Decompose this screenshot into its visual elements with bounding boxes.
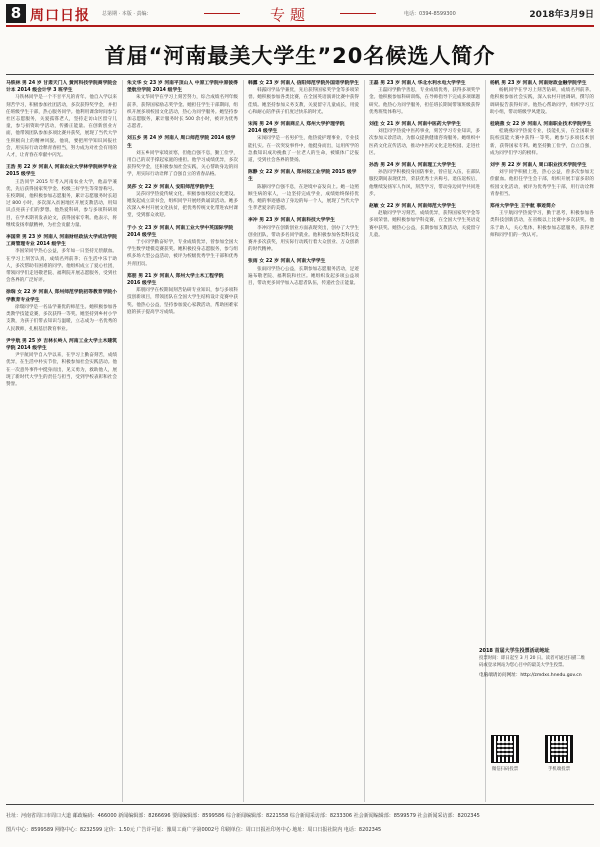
candidate-entry — [6, 338, 117, 388]
newspaper-name: 周口日报 — [30, 8, 90, 24]
candidate-entry — [490, 80, 594, 116]
candidate-entry — [127, 135, 238, 178]
candidate-body: 于小同学勤奋好学，专业成绩优异，曾参加全国大学生数学建模竞赛获奖。她积极投身志愿服务，参与组织多场大型公益活动，被评为校级优秀学生干部和优秀共青团员。 — [127, 240, 238, 267]
candidate-body: 郑朋同学在校期间刻苦钻研专业知识，参与多项科技创新项目，带领团队在全国大学生结构设计竞赛中获奖。他热心公益，坚持参加爱心家教活动，帮助困难家庭的孩子提高学习成绩。 — [127, 288, 238, 315]
qr-caption: 手机端投票 — [548, 767, 570, 772]
masthead-meta-right: 电话：0394-8599300 — [404, 11, 456, 17]
candidate-entry — [6, 289, 117, 332]
candidate-heading: 杨帆 男 23 岁 河南人 河南财政金融学院学生 — [490, 81, 587, 86]
masthead — [6, 4, 594, 24]
candidate-body: 张雨同学热心公益，长期参加志愿服务活动，足迹遍布敬老院、福利院和社区。她组织发起多项公益项目，带动更多同学加入志愿者队伍，传递社会正能量。 — [248, 266, 359, 287]
section-header — [244, 4, 336, 22]
candidate-body: 韩露同学品学兼优，先后获得国家奖学金等多项荣誉。她积极参加各类比赛，在全国英语演讲比赛中获得佳绩。她坚持参加义务支教，关爱留守儿童成长，用爱心和耐心陪伴孩子们度过快乐的时光。 — [248, 88, 359, 115]
candidate-heading: 刘宇 男 22 岁 河南人 周口职业技术学院学生 — [490, 163, 587, 169]
section-title: 专题 — [269, 6, 310, 24]
candidate-heading: 徐瑞 女 22 岁 河南人 郑州师范学院初等教育学院小学教育专业学生 — [6, 290, 117, 303]
masthead-meta-left: 总第期 · 本版 · 责编： — [102, 11, 152, 17]
candidate-entry — [490, 203, 594, 239]
candidate-heading: 李国荣 男 23 岁 河南人 河南财经政法大学成功学院工商管理专业 2014 级学生 — [6, 235, 117, 248]
column-5 — [490, 80, 594, 640]
headline-rule — [6, 74, 594, 75]
candidate-entry — [6, 80, 117, 159]
candidate-body: 尹宇航同学自入学以来，在学习上勤奋刻苦，成绩优异，在生活中朴实节俭，积极参加社会实践活动。他在一次意外事件中挺身而出，见义勇为，救助他人，展现了新时代大学生的责任与担当，受到学校表彰和社会赞誉。 — [6, 353, 117, 387]
qr-code-icon — [545, 735, 573, 763]
candidate-heading: 宋闯 男 24 岁 河南商丘人 郑州大学护理学院 2014 级学生 — [248, 122, 345, 135]
candidate-heading: 陈静 女 22 岁 河南人 郑州轻工业学院 2015 级学生 — [248, 170, 357, 183]
candidate-body: 王宇航同学热爱学习，勤于思考，积极参加各类科技创新活动，在省级以上比赛中多次获奖。他乐于助人，关心集体，积极参加志愿服务，获得老师和同学们的一致认可。 — [490, 211, 594, 238]
vote-title: 2018 首届大学生投票活动地址 — [479, 648, 550, 654]
footer-line-2: 图片中心：8599589 网络中心：8232599 定价：1.50元 广告许可证：豫周工商广字第0002号 印刷单位：周口日报社印务中心 地址：周口日报社院内 电话：8202345 — [6, 827, 382, 833]
candidate-entry — [248, 217, 359, 253]
candidate-entry — [490, 162, 594, 198]
candidate-body: 陈静同学自强不息，在逆境中奋发向上。她一边照顾生病的家人，一边坚持完成学业，成绩始终保持优秀。她的事迹感动了身边的每一个人，展现了当代大学生孝老爱亲的美德。 — [248, 184, 359, 212]
candidate-entry — [369, 162, 480, 198]
candidate-heading: 刘佳 女 21 岁 河南人 河南中医药大学学生 — [369, 122, 461, 128]
footer-rule — [6, 804, 594, 805]
candidate-heading: 吴莎 女 22 岁 河南人 安阳师范学院学生 — [127, 184, 214, 190]
candidate-entry — [127, 225, 238, 268]
candidate-entry — [127, 273, 238, 316]
section-rule-right — [340, 13, 376, 14]
candidate-entry — [369, 203, 480, 239]
candidate-entry — [369, 80, 480, 116]
column-divider — [243, 80, 244, 802]
candidate-heading: 王浩 男 22 岁 河南人 河南农业大学林学院林学专业 2015 级学生 — [6, 165, 117, 178]
candidate-body: 李国荣同学热心公益，多年如一日坚持无偿献血。在学习上刻苦认真，成绩名列前茅；在生活中乐于助人，多次帮助有困难的同学。他组织成立了爱心社团，带领同学们走进敬老院、福利院开展志愿服务，受到社会各界的广泛好评。 — [6, 249, 117, 284]
candidate-body: 王磊同学勤学善思，专业成绩优秀，获得多项奖学金。他积极参加科研训练，在导师指导下完成多项课题研究。他热心为同学服务，担任班长期间带领班级获得优秀班集体称号。 — [369, 88, 480, 115]
candidate-heading: 赵敏 女 22 岁 河南人 河南师范大学学生 — [369, 204, 456, 210]
candidate-heading: 郑州大学学生 王宇航 事迹简介 — [490, 204, 556, 210]
candidate-body: 王浩同学 2015 年考入河南农业大学，他品学兼优，先后获得国家奖学金、校级三好学生等荣誉称号。在校期间，他积极参加志愿服务，累计志愿服务时长超过 800 小时，多次深入贫困地区开展支教活动，用知识点亮孩子们的梦想。他热爱科研，参与多项科研项目，在学术期刊发表论文，获得国家专利。他表示，将继续发扬奉献精神，为社会贡献力量。 — [6, 179, 117, 228]
footer-line-1: 社址：河南省周口市周口大道 邮政编码：466000 新闻编辑部：8266696 要闻编辑部：8599586 综合新闻编辑部：8221558 综合新闻采访部：8233306 社会新闻编辑部：8599579 社会新闻采访部：8202345 — [6, 813, 480, 819]
candidate-entry — [369, 121, 480, 157]
column-3 — [248, 80, 359, 802]
page-number: 8 — [6, 4, 26, 23]
candidate-heading: 韩露 女 23 岁 河南人 信阳师范学院外国语学院学生 — [248, 81, 359, 86]
candidate-heading: 于小 女 23 岁 河南人 河南工业大学中英国际学院 2014 级学生 — [127, 225, 234, 238]
candidate-body: 宋闯同学是一名男护生，他热爱护理事业，专业技能扎实。在一次突发事件中，他挺身而出，运用所学的急救知识成功挽救了一位老人的生命，被媒体广泛报道，受到社会各界的赞扬。 — [248, 136, 359, 164]
issue-date: 2018年3月9日 — [529, 10, 594, 20]
column-2 — [127, 80, 238, 802]
candidate-body: 刘五乡同学家境贫寒，但他自强不息，勤工俭学，用自己的双手撑起家庭的重担。他学习成绩优异，多次获得奖学金，还积极参加社会实践，关心帮助身边的同学，用实际行动诠释了自强自立的青春品格。 — [127, 150, 238, 178]
candidate-heading: 尹宇航 男 25 岁 吉林长岭人 河南工业大学土木建筑学院 2014 级学生 — [6, 338, 117, 351]
candidate-body: 徐瑞同学是一名品学兼优的师范生。她积极参加各类教学技能竞赛，多次获得一等奖。她坚持到乡村小学支教，为孩子们带去知识与温暖，立志成为一名优秀的人民教师，扎根基层教育事业。 — [6, 304, 117, 332]
headline: 首届“河南最美大学生”20名候选人简介 — [104, 44, 496, 68]
candidate-entry — [248, 80, 359, 116]
vote-text: 投票时间：即日起至 3 月 20 日。读者可通过扫描二维码或登录网站为您心目中的最美大学生投票。 — [479, 656, 586, 668]
vote-info-box — [479, 647, 588, 797]
candidate-heading: 桂晓燕 女 22 岁 河南人 河南职业技术学院学生 — [490, 122, 592, 128]
candidate-entry — [127, 184, 238, 220]
candidate-entry — [248, 258, 359, 287]
candidate-heading: 李冲 男 23 岁 河南人 河南科技大学学生 — [248, 218, 335, 224]
column-1 — [6, 80, 117, 802]
candidate-entry — [127, 80, 238, 130]
qr-caption: 微信扫码投票 — [491, 767, 519, 772]
candidate-body: 赵敏同学学习刻苦，成绩优异，获得国家奖学金等多项荣誉。她积极参加学科竞赛，在全国大学生英语竞赛中获奖。她热心公益，长期参加支教活动，关爱留守儿童。 — [369, 211, 480, 238]
candidate-heading: 朱文华 女 23 岁 河南平顶山人 中原工学院中原彼得堡航空学院 2014 级学生 — [127, 81, 238, 94]
section-rule-left — [204, 13, 240, 14]
candidate-entry — [248, 169, 359, 212]
candidate-body: 桂晓燕同学热爱专业，技能扎实，在全国职业院校技能大赛中获得一等奖。她参与多项技术创新，获得国家专利。她坚持勤工俭学，自立自强，成为同学们学习的榜样。 — [490, 129, 594, 156]
candidate-body: 刘宇同学积极上进，热心公益，曾多次参加无偿献血。他担任学生会干部，组织开展丰富多彩的校园文化活动，被评为优秀学生干部，用行动诠释青春担当。 — [490, 170, 594, 197]
candidate-heading: 孙浩 男 24 岁 河南人 河南理工大学学生 — [369, 163, 456, 169]
candidate-body: 孙浩同学积极投身国防事业，曾应征入伍，在部队服役期间表现优异，荣获优秀士兵称号。退伍返校后，他继续发扬军人作风，刻苦学习，带动身边同学共同进步。 — [369, 170, 480, 197]
candidate-heading: 刘五乡 男 24 岁 河南人 周口师范学院 2014 级学生 — [127, 136, 236, 149]
candidate-entry — [6, 164, 117, 229]
column-4 — [369, 80, 480, 802]
candidate-heading: 王磊 男 23 岁 河南人 华北水利水电大学学生 — [369, 81, 466, 86]
candidate-heading: 张雨 女 22 岁 河南人 河南大学学生 — [248, 259, 326, 265]
masthead-rule — [6, 25, 594, 27]
candidate-entry — [6, 234, 117, 284]
candidate-body: 杨帆同学在学习上刻苦钻研，成绩名列前茅。他积极参加社会实践，深入农村开展调研，撰写的调研报告获得好评。他热心帮助同学，组织学习互助小组，带动班级学风建设。 — [490, 88, 594, 115]
candidate-body: 李冲同学在创新创业方面表现突出，创办了大学生创业团队，带动多名同学就业。他积极参加各类科技竞赛并多次获奖，用实际行动践行着大众创业、万众创新的时代精神。 — [248, 225, 359, 253]
column-divider — [364, 80, 365, 802]
vote-website: 电脑端请访问网址：http://zmdxs.hnedu.gov.cn — [479, 673, 582, 679]
candidate-entry — [248, 121, 359, 164]
column-divider — [122, 80, 123, 802]
qr-code-icon — [491, 735, 519, 763]
candidate-body: 朱文华同学在学习上刻苦努力，综合成绩名列年级前茅，获得国家励志奖学金。她担任学生干部期间，组织开展多项校园文化活动，热心为同学服务。她坚持参加志愿服务，累计服务时长 500 余小时，被评为优秀志愿者。 — [127, 95, 238, 130]
candidate-body: 刘佳同学热爱中医药事业，刻苦学习专业知识，多次参加义诊活动，为群众提供健康咨询服务。她组织中医药文化宣传活动，推动中医药文化走进校园、走进社区。 — [369, 129, 480, 156]
candidate-entry — [490, 121, 594, 157]
candidate-body: 马铁林同学是一个不甘平凡的青年。他自入学以来刻苦学习，积极参加社团活动，多次获得奖学金，并担任班级学生干部，热心服务同学。他利用课余时间参与社区志愿服务，关爱孤寡老人，坚持走访山区留守儿童，参与捐资助学活动，传播正能量。在创新创业方面，他带领团队参加多项比赛并获奖，展现了当代大学生积极向上的精神风貌。他说，要把所学知识回报社会，用实际行动诠释青春担当，努力成为对社会有用的人才，让青春在奉献中闪光。 — [6, 95, 117, 159]
candidate-body: 吴莎同学热爱传统文化，积极参加校园文化建设。她发起成立读书会，组织同学开展经典诵读活动。她多次深入乡村开展文化扶贫，把优秀传统文化带进农村课堂，受到群众欢迎。 — [127, 191, 238, 219]
candidate-heading: 马铁林 男 24 岁 甘肃天门人 黄河科技学院商学院会计本 2014 级会计学 3 班学生 — [6, 81, 117, 94]
candidate-heading: 郑朋 男 21 岁 河南人 郑州大学土木工程学院 2016 级学生 — [127, 273, 224, 287]
